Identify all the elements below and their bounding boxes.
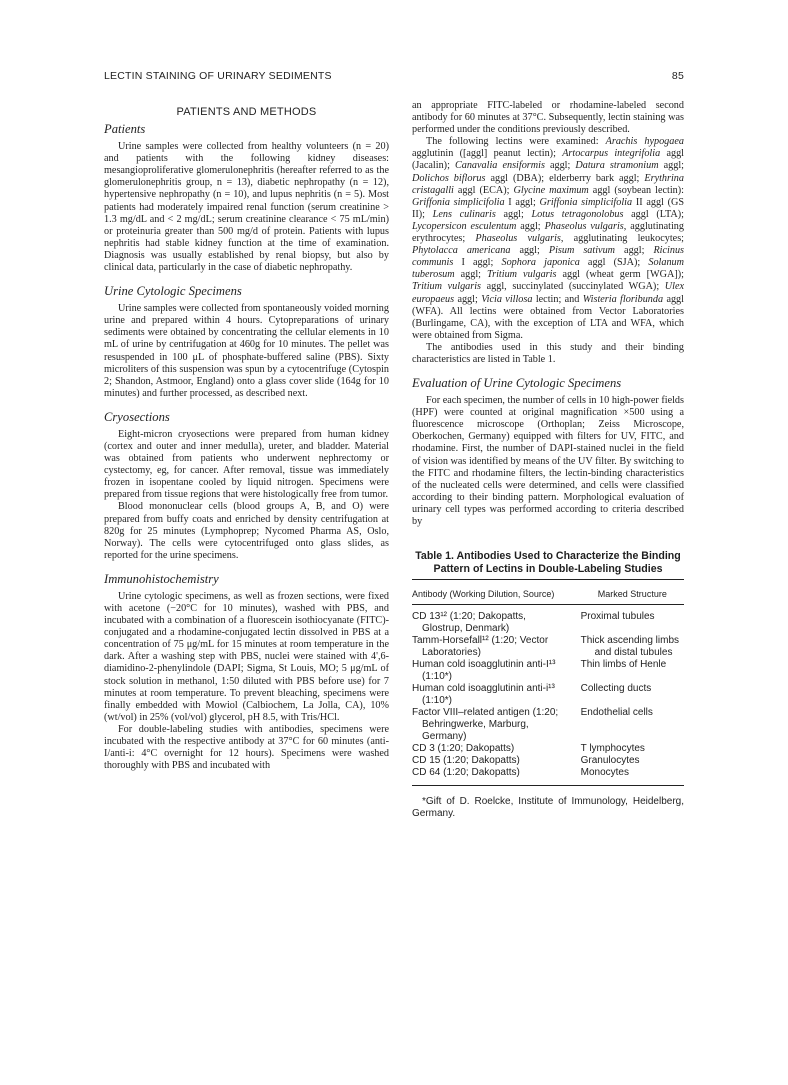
table-row: Human cold isoagglutinin anti-I¹³ (1:10*) Thin limbs of Henle [412,659,667,683]
table-row: CD 3 (1:20; Dakopatts) T lymphocytes [412,743,645,755]
column-header-marked-structure: Marked Structure [581,584,684,605]
table-row: Human cold isoagglutinin anti-i¹³ (1:10*) Collecting ducts [412,683,652,707]
table-caption: Table 1. Antibodies Used to Characterize the Binding Pattern of Lectins in Double-Labeling Studies [412,550,684,580]
antibodies-table [412,584,684,786]
paragraph-immuno-2: For double-labeling studies with antibodies, specimens were incubated with the respective antibody at 37°C for 60 minutes (anti-I/anti-i: 4°C overnight for 12 hours). Specimens were washed thoroughly with PBS and incubated with [104,723,389,772]
table-row: CD 64 (1:20; Dakopatts) Monocytes [412,767,684,786]
table-row: Tamm-Horsefall¹² (1:20; Vector Laboratories) Thick ascending limbs and distal tubules [412,635,679,659]
paragraph-lectins: The following lectins were examined: Arachis hypogaea agglutinin ([aggl] peanut lectin); Artocarpus integrifolia aggl (Jacalin); Canavalia ensiformis aggl; Datura stramonium aggl; Dolichos biflorus aggl (DBA); elderberry bark aggl; Erythrina cristagalli aggl (ECA); Glycine maximum aggl (soybean lectin): Griffonia simplicifolia I aggl; Griffonia simplicifolia II aggl (GS II); Lens culinaris aggl; Lotus tetragonolobus aggl (LTA); Lycopersicon esculentum aggl; Phaseolus vulgaris, agglutinating erythrocytes; Phaseolus vulgaris, agglutinating leukocytes; Phytolacca americana aggl; Pisum sativum aggl; Ricinus communis I aggl; Sophora japonica aggl (SJA); Solanum tuberosum aggl; Tritium vulgaris aggl (wheat germ [WGA]); Tritium vulgaris aggl, succinylated (succinylated WGA); Ulex europaeus aggl; Vicia villosa lectin; and Wisteria floribunda aggl (WFA). All lectins were obtained from Vector Laboratories (Burlingame, CA), with the exception of LTA and WFA, which were obtained from Sigma. [412,136,685,341]
paragraph-antibodies: The antibodies used in this study and their binding characteristics are listed in Table 1. [412,341,684,365]
table-row: CD 15 (1:20; Dakopatts) Granulocytes [412,755,640,767]
subheading-cryosections: Cryosections [104,409,170,424]
table-row: Factor VIII–related antigen (1:20; Behringwerke, Marburg, Germany) Endothelial cells [412,707,653,743]
paragraph-evaluation: For each specimen, the number of cells in 10 high-power fields (HPF) were counted at original magnification ×500 using a fluorescence microscope (Orthoplan; Zeiss Microscope, Oberkochen, Germany) equipped with filters for UV, FITC, and rhodamine. First, the number of DAPI-stained nuclei in the field of vision was identified by means of the UV filter. By switching to the FITC and rhodamine filters, the lectin-binding characteristics of the nucleated cells were determined, and cells were classified according to their binding pattern. Morphological evaluation of urinary cell types was performed according to criteria described by [412,395,684,527]
running-title: LECTIN STAINING OF URINARY SEDIMENTS [104,70,332,82]
column-header-antibody: Antibody (Working Dilution, Source) [412,584,581,605]
paragraph-urine-cytologic: Urine samples were collected from spontaneously voided morning urine and prepared within 4 hours. Cytopreparations of urinary sediments were obtained by concentrating the cellular elements in 10 mL of urine by centrifugation at 460g for 10 minutes. The pellet was resuspended in 100 μL of phosphate-buffered saline (PBS). Sixty microliters of this suspension was spun by a cytocentrifuge (Cytospin 2; Shandon, Astmoor, England) onto a glass cover slide (164g for 10 minutes) and further processed, as described next. [104,303,389,399]
right-column [412,100,684,820]
paragraph-immuno-1: Urine cytologic specimens, as well as frozen sections, were fixed with acetone (−20°C for 10 minutes), washed with PBS, and incubated with a combination of a fluorescein isothiocyanate (FITC)-conjugated and a rhodamine-conjugated lectin dissolved in PBS at a concentration of 75 μg/mL for 15 minutes at room temperature in the dark. After a washing step with PBS, nuclei were stained with 4',6-diamidino-2-phenylindole (DAPI; Sigma, St Louis, MO; 5 μg/mL of stock solution in methanol, 1:50 diluted with PBS before use) for 7 minutes at room temperature. To prevent bleaching, specimens were finally embedded with Mowiol (Calbiochem, La Jolla, CA), 10% (wt/vol) in 25% (vol/vol) glycerol, pH 8.5, with Tris/HCl. [104,590,389,723]
subheading-urine-cytologic-specimens: Urine Cytologic Specimens [104,284,242,299]
paragraph-continued: an appropriate FITC-labeled or rhodamine-labeled second antibody for 60 minutes at 37°C. Subsequently, lectin staining was performed under the conditions previously described. [412,100,684,136]
table-header-row [412,584,684,605]
table-footnote: *Gift of D. Roelcke, Institute of Immunology, Heidelberg, Germany. [412,796,684,820]
paragraph-cryosections-1: Eight-micron cryosections were prepared from human kidney (cortex and outer and inner medulla), ureter, and bladder. Material was obtained from patients who underwent nephrectomy or cystectomy, eg, for cancer. After removal, tissue was immediately frozen in isopentane cooled by liquid nitrogen. Specimens were prepared from tissue regions that were histologically free from tumor. [104,428,389,501]
table-row: CD 13¹² (1:20; Dakopatts, Glostrup, Denmark) Proximal tubules [412,611,655,635]
subheading-patients: Patients [104,122,146,137]
section-title-patients-and-methods: PATIENTS AND METHODS [176,106,317,118]
paragraph-cryosections-2: Blood mononuclear cells (blood groups A, B, and O) were prepared from buffy coats and enriched by density centrifugation at 820g for 25 minutes (Lymphoprep; Nycomed Pharma AS, Oslo, Norway). The cells were cytocentrifuged onto glass slides, as reported for the urine specimens. [104,501,389,561]
page-number: 85 [671,70,684,82]
table-1 [412,550,684,820]
paragraph-patients: Urine samples were collected from healthy volunteers (n = 20) and patients with the following kidney diseases: mesangioproliferative glomerulonephritis (hereafter referred to as the glomerulonephritis group, n = 13), diabetic nephropathy (n = 12), hypertensive nephropathy (n = 10), and lupus nephritis (n = 5). Most patients had moderately impaired renal function (serum creatinine > 1.3 mg/dL and < 2 mg/dL; serum creatinine clearance < 75 mL/min) or proteinuria greater than 500 mg/d of protein. Patients with lupus nephritis had stable kidney function at the time of examination. Diagnosis was usually established by renal biopsy, but also by clinical data, particularly in the case of diabetic nephropathy. [104,141,389,274]
left-column [104,100,389,772]
subheading-evaluation: Evaluation of Urine Cytologic Specimens [412,376,622,391]
subheading-immunohistochemistry: Immunohistochemistry [104,571,219,586]
